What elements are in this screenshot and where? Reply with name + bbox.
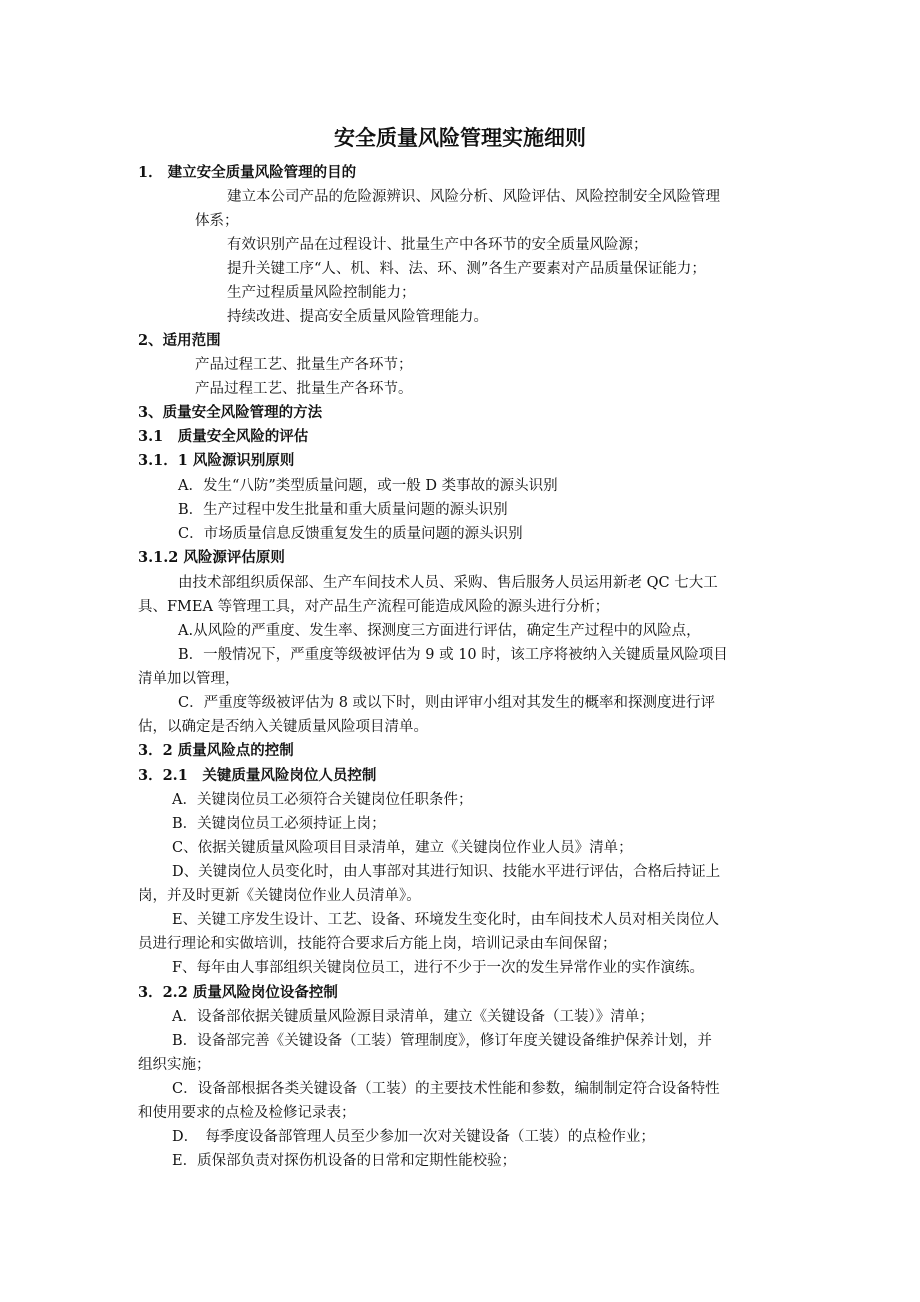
list-item: A．发生“八防”类型质量问题，或一般 D 类事故的源头识别 [178,478,558,494]
paragraph-line: 产品过程工艺、批量生产各环节； [195,357,413,373]
list-item: F、每年由人事部组织关键岗位员工，进行不少于一次的发生异常作业的实作演练。 [172,960,705,976]
paragraph-line: 组织实施； [138,1057,211,1073]
paragraph-line: 体系； [195,213,239,229]
paragraph-line: 估，以确定是否纳入关键质量风险项目清单。 [138,719,428,735]
list-item: D． 每季度设备部管理人员至少参加一次对关键设备（工装）的点检作业； [172,1129,655,1145]
list-item: E、关键工序发生设计、工艺、设备、环境发生变化时，由车间技术人员对相关岗位人 [172,912,720,928]
list-item: C．设备部根据各类关键设备（工装）的主要技术性能和参数，编制制定符合设备特性 [172,1081,720,1097]
paragraph-line: B．一般情况下，严重度等级被评估为 9 或 10 时，该工序将被纳入关键质量风险项目 [178,647,728,663]
subsection-heading: 3.1．1 风险源识别原则 [138,452,295,469]
list-item: B．设备部完善《关键设备（工装）管理制度》，修订年度关键设备维护保养计划，并 [172,1033,712,1049]
subsection-heading: 3．2.1 关键质量风险岗位人员控制 [138,767,377,784]
list-item: E．质保部负责对探伤机设备的日常和定期性能校验； [172,1153,517,1169]
list-item: A．关键岗位员工必须符合关键岗位任职条件； [172,792,473,808]
paragraph-line: A.从风险的严重度、发生率、探测度三方面进行评估，确定生产过程中的风险点， [178,623,701,639]
document-title: 安全质量风险管理实施细则 [334,125,586,150]
list-item: C、依据关键质量风险项目目录清单，建立《关键岗位作业人员》清单； [172,840,633,856]
paragraph-line: 有效识别产品在过程设计、批量生产中各环节的安全质量风险源； [227,237,648,253]
paragraph-line: 提升关键工序“人、机、料、法、环、测”各生产要素对产品质量保证能力； [227,261,706,277]
paragraph-line: 具、FMEA 等管理工具，对产品生产流程可能造成风险的源头进行分析； [138,599,610,615]
paragraph-line: 建立本公司产品的危险源辨识、风险分析、风险评估、风险控制安全风险管理 [227,189,720,205]
paragraph-line: C．严重度等级被评估为 8 或以下时，则由评审小组对其发生的概率和探测度进行评 [178,695,716,711]
paragraph-line: 清单加以管理， [138,671,240,687]
list-item: C．市场质量信息反馈重复发生的质量问题的源头识别 [178,526,523,542]
paragraph-line: 产品过程工艺、批量生产各环节。 [195,381,413,397]
paragraph-line: 由技术部组织质保部、生产车间技术人员、采购、售后服务人员运用新老 QC 七大工 [178,575,718,591]
subsection-heading: 3.1.2 风险源评估原则 [138,549,285,566]
list-item: B．生产过程中发生批量和重大质量问题的源头识别 [178,502,508,518]
paragraph-line: 岗，并及时更新《关键岗位作业人员清单》。 [138,888,421,904]
section-heading: 2、适用范围 [138,332,221,349]
paragraph-line: 员进行理论和实做培训，技能符合要求后方能上岗，培训记录由车间保留； [138,936,617,952]
paragraph-line: 生产过程质量风险控制能力； [227,285,416,301]
section-heading: 3、质量安全风险管理的方法 [138,404,323,421]
list-item: B．关键岗位员工必须持证上岗； [172,816,386,832]
subsection-heading: 3．2 质量风险点的控制 [138,742,294,759]
paragraph-line: 持续改进、提高安全质量风险管理能力。 [227,309,488,325]
list-item: D、关键岗位人员变化时，由人事部对其进行知识、技能水平进行评估，合格后持证上 [172,864,721,880]
subsection-heading: 3．2.2 质量风险岗位设备控制 [138,984,338,1001]
section-heading: 1． 建立安全质量风险管理的目的 [138,164,357,181]
paragraph-line: 和使用要求的点检及检修记录表； [138,1105,356,1121]
list-item: A．设备部依据关键质量风险源目录清单，建立《关键设备（工装）》清单； [172,1009,654,1025]
subsection-heading: 3.1 质量安全风险的评估 [138,428,309,445]
